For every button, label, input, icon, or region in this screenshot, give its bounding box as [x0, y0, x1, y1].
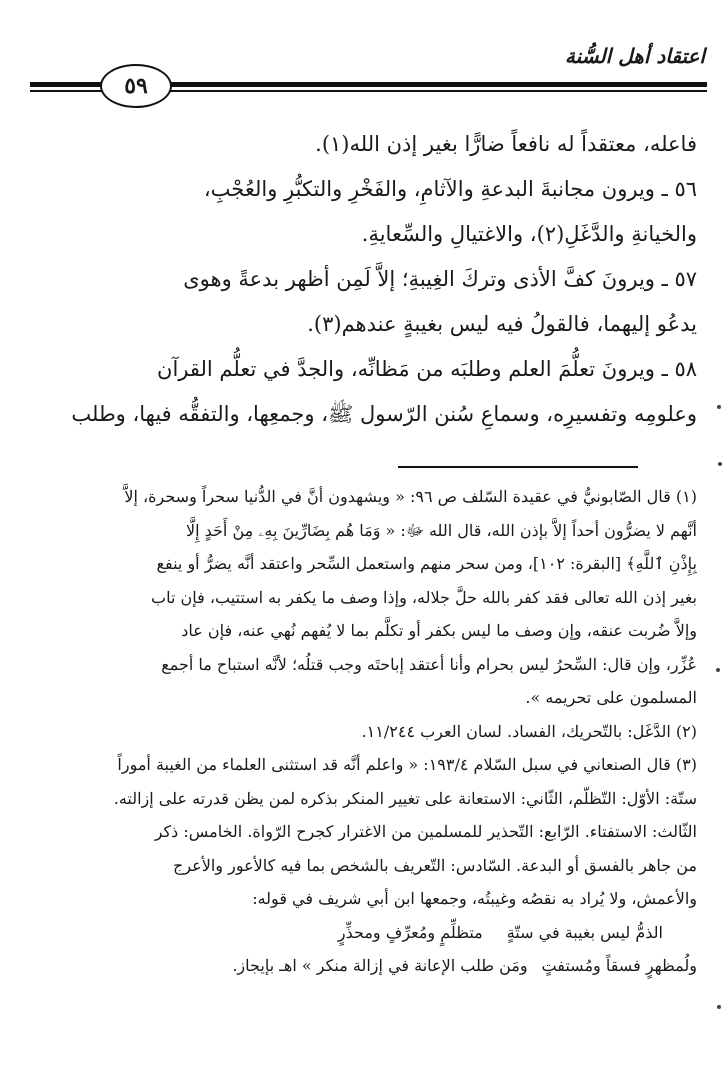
body-line: ٥٦ ـ ويرون مجانبةَ البدعةِ والآثامِ، والفَخْرِ والتكبُّرِ والعُجْبِ، [203, 177, 697, 201]
body-line: فاعله، معتقداً له نافعاً ضارًّا بغير إذن الله(١). [315, 132, 697, 156]
footnote-line: والأعمش، ولا يُراد به نقصُه وغيبتُه، وجمعها ابن أبي شريف في قوله: [252, 889, 697, 908]
poem-verse-1 [31, 916, 697, 950]
scan-speck [717, 405, 721, 409]
footnote-line: (٣) قال الصنعاني في سبل السّلام ١٩٣/٤: « واعلم أنَّه قد استثنى العلماء من الغيبة أموراً [117, 755, 697, 774]
scan-speck [718, 462, 722, 466]
body-line: والخيانةِ والدَّغَلِ(٢)، والاغتيالِ والسِّعايةِ. [361, 222, 697, 246]
poem-hemistich: ومَن طلب الإعانة في إزالة منكر » اهـ بإيجاز. [232, 956, 528, 975]
footnote-line: بِإِذْنِ ٱللَّهِ﴾ [البقرة: ١٠٢]، ومن سحر منهم واستعمل السِّحر واعتقد أنَّه يضرُّ أو ينفع [156, 554, 697, 573]
poem-hemistich: ولُمظهرٍ فسقاً ومُستفتٍ [541, 956, 697, 975]
footnote-line: وإلاَّ ضُربت عنقه، وإن وصف ما ليس بكفر أو تكلَّم بما لا يُفهم نُهي عنه، فإن عاد [181, 621, 697, 640]
poem-hemistich: الذمُّ ليس بغيبة في ستّةٍ [506, 922, 663, 942]
footnote-line: (١) قال الصّابونيُّ في عقيدة السّلف ص ٩٦: « ويشهدون أنَّ في الدُّنيا سحراً وسحرة، إلاَّ [124, 487, 697, 506]
footnote-line: المسلمون على تحريمه ». [525, 688, 697, 707]
footnote-line: الثّالث: الاستفتاء. الرّابع: التّحذير للمسلمين من الاغترار كجرح الرّواة. الخامس: ذكر [154, 822, 697, 841]
footnote-separator [398, 466, 638, 468]
footnotes [31, 480, 697, 983]
page-number: ٥٩ [100, 64, 172, 108]
body-line: ٥٧ ـ ويرونَ كفَّ الأذى وتركَ الغِيبةِ؛ إلاَّ لَمِن أظهر بدعةً وهوى [183, 267, 697, 291]
body-line: يدعُو إليهما، فالقولُ فيه ليس بغيبةٍ عندهم(٣). [307, 312, 697, 336]
poem-verse-2 [31, 949, 697, 983]
poem-hemistich: متظلِّمٍ ومُعرِّفٍ ومحذِّرٍ [337, 922, 483, 942]
main-text [35, 122, 697, 437]
footnote-line: (٢) الدَّغَل: بالتّحريك، الفساد. لسان العرب ١١/٢٤٤. [361, 721, 697, 741]
footnote-line: عُزِّر، وإن قال: السِّحرُ ليس بحرام وأنا أعتقد إباحتَه وجب قتلُه؛ لأنَّه استباح ما أجمع [161, 654, 697, 674]
footnote-line: أنَّهم لا يضرُّون أحداً إلاَّ بإذن الله، قال الله ﷻ: « وَمَا هُم بِضَارِّينَ بِهِۦ مِنْ أَحَدٍ إِلَّا [185, 520, 697, 540]
scan-speck [717, 1005, 721, 1009]
footnote-line: ستّة: الأوّل: التّظلّم، الثّاني: الاستعانة على تغيير المنكر بذكره لمن يظن قدرته على إزالته. [113, 788, 697, 808]
body-line: ٥٨ ـ ويرونَ تعلُّمَ العلم وطلبَه من مَظانِّه، والجدَّ في تعلُّم القرآن [157, 357, 697, 381]
footnote-line: بغير إذن الله تعالى فقد كفر بالله حلَّ جلاله، وإذا وصف ما يكفر به استتيب، فإن تاب [151, 587, 697, 607]
scan-speck [716, 668, 720, 672]
running-title: اعتقاد أهل السُّنة [564, 44, 705, 68]
footnote-line: من جاهر بالفسق أو البدعة. السّادس: التّعريف بالشخص بما فيه كالأعور والأعرج [173, 855, 697, 875]
body-line: وعلومِه وتفسيرِه، وسماعِ سُنن الرّسول ﷺ، وجمعِها، والتفقُّه فيها، وطلب [71, 402, 697, 426]
